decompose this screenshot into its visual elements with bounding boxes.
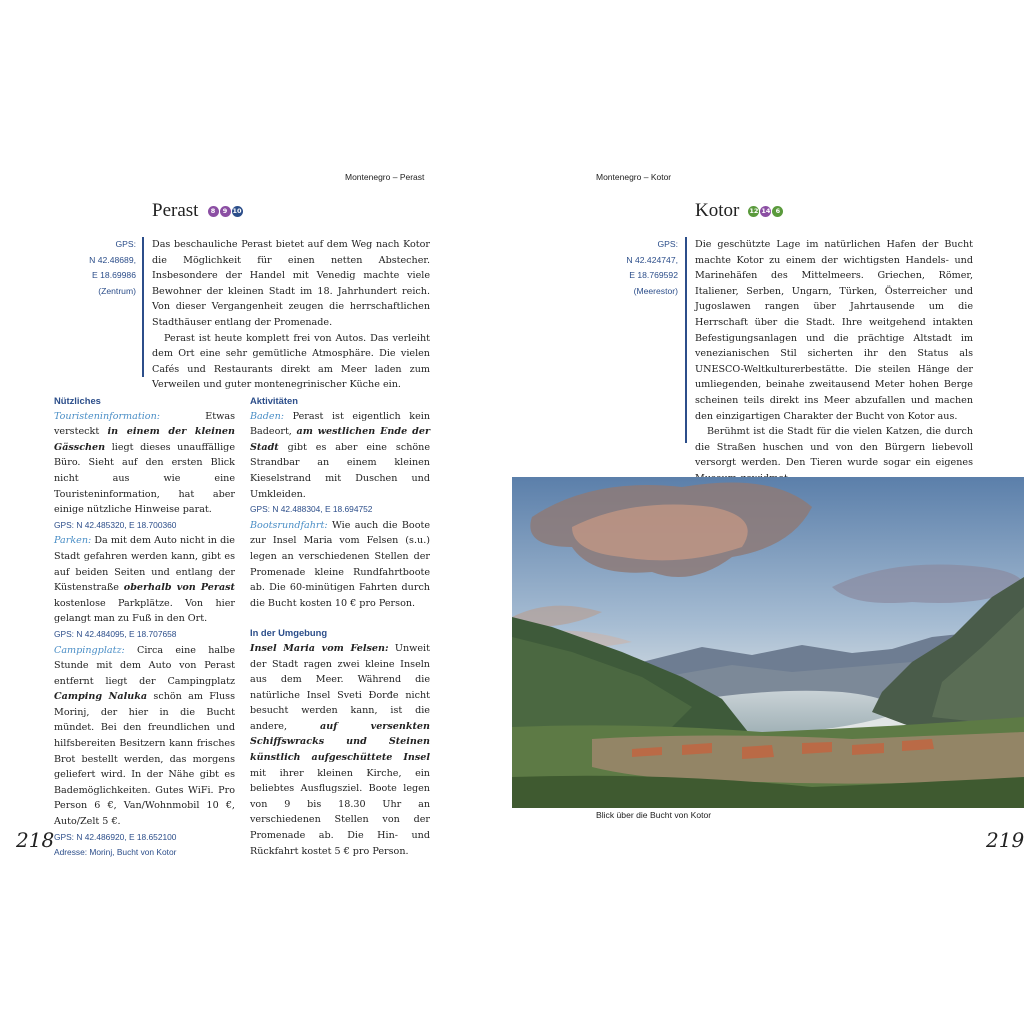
page-title: Perast	[152, 200, 199, 221]
intro-paragraph: Das beschauliche Perast bietet auf dem Weg nach Kotor die Möglichkeit für einen netten Abstecher. Insbesondere der Handel mit Venedig machte viele Bewohner der kleinen Stadt im 18. Jahrhundert reich. Von dieser Vergangenheit zeugen die herrschaftlichen Stadthäuser entlang der Promenade.	[152, 239, 430, 328]
badge-group	[208, 206, 243, 217]
intro-paragraph: Die geschützte Lage im natürlichen Hafen der Bucht machte Kotor zu einem der wichtigsten Handels- und Marinehäfen des Mittelmeers. Griechen, Römer, Italiener, Serben, Ungarn, Türken, Österreicher und Jugoslawen rangen über Jahrtausende um die Herrschaft über die Stadt. Ihre weitgehend intakten Befestigungsanlagen und die prächtige Altstadt im venezianischen Stil sicherten ihr den Status als UNESCO-Weltkulturerbestätte. Die steilen Hänge der umliegenden, beinahe zweitausend Meter hohen Berge scheinen teils direkt ins Meer abzufallen und machen den einzigartigen Charakter der Bucht von Kotor aus.	[695, 239, 973, 422]
intro-text-perast	[152, 237, 430, 393]
map-badge: 12	[749, 207, 759, 215]
entry-label: Campingplatz:	[54, 644, 125, 656]
entry-text: schön am Fluss Morinj, der hier in die Bucht mündet. Bei den freundlichen und hilfsbereiten Besitzern kann frisches Brot bestellt werden, das morgens geliefert wird. In der Nähe gibt es Bademöglichkeiten. Gutes WiFi. Pro Person 6 €, Van/Wohnmobil 10 €, Auto/Zelt 5 €.	[54, 691, 235, 828]
intro-paragraph: Perast ist heute komplett frei von Autos. Das verleiht dem Ort eine sehr gemütliche Atmosphäre. Die vielen Cafés und Restaurants direkt am Meer laden zum Verweilen und guter montenegrinischer Küche ein.	[152, 332, 430, 391]
section-heading: Aktivitäten	[250, 395, 298, 406]
gps-label: GPS:	[115, 239, 136, 249]
gps-divider	[142, 237, 144, 377]
running-head-left: Montenegro – Perast	[345, 172, 425, 182]
gps-line: GPS: N 42.488304, E 18.694752	[250, 504, 373, 515]
section-title-kotor	[695, 200, 783, 222]
entry-text: kostenlose Parkplätze. Von hier gelangt man zu Fuß in den Ort.	[54, 597, 235, 625]
intro-text-kotor	[695, 237, 973, 487]
gps-note: (Meerestor)	[633, 285, 678, 296]
page-number-left: 218	[16, 828, 55, 852]
entry-label: Parken:	[54, 535, 92, 547]
entry-text: Unweit der Stadt ragen zwei kleine Inseln aus dem Meer. Während die natürliche Insel Sveti Đorđe nicht besucht werden kann, ist die andere,	[250, 642, 430, 732]
entry-text: mit ihrer kleinen Kirche, ein beliebtes Ausflugsziel. Boote legen von 9 bis 18.30 Uhr an verschiedenen Stellen von der Promenade ab. Die Hin- und Rückfahrt kostet 5 € pro Person.	[250, 767, 430, 857]
gps-block-perast	[60, 237, 136, 299]
gps-lat: N 42.424747,	[626, 254, 678, 265]
section-heading: Nützliches	[54, 395, 101, 406]
map-badge: 14	[761, 207, 771, 215]
entry-emphasis: oberhalb von Perast	[123, 582, 235, 594]
intro-paragraph: Berühmt ist die Stadt für die vielen Katzen, die durch die Straßen huschen und von den Bürgern liebevoll versorgt werden. Den Tieren wurde sogar ein eigenes	[695, 426, 973, 469]
badge-group	[748, 206, 783, 217]
gps-lon: E 18.769592	[629, 270, 678, 281]
entry-text: Perast ist eigentlich kein Badeort,	[250, 410, 430, 438]
running-head-right: Montenegro – Kotor	[596, 172, 672, 182]
entry-insel-maria	[250, 641, 430, 859]
column-nuetzliches	[54, 393, 235, 861]
entry-bootsrundfahrt	[250, 518, 430, 612]
gps-block-kotor	[600, 237, 678, 299]
entry-emphasis: am westlichen Ende der Stadt	[250, 426, 431, 453]
gps-lon: E 18.69986	[92, 270, 136, 281]
map-badge: 10	[232, 207, 242, 215]
entry-text: Circa eine halbe Stunde mit dem Auto von Perast entfernt liegt der Campingplatz	[54, 644, 235, 687]
entry-text: liegt dieses unauffällige Büro. Sieht auf den ersten Blick nicht aus wie eine Touristeninformation, hat aber einige nützliche Hinweise parat.	[54, 441, 235, 516]
landscape-illustration	[512, 477, 1024, 808]
photo-bay-of-kotor	[512, 477, 1024, 808]
entry-label: Touristeninformation:	[54, 410, 160, 422]
entry-parken	[54, 533, 235, 627]
page-number-right: 219	[986, 828, 1024, 852]
gps-line: GPS: N 42.484095, E 18.707658	[54, 628, 177, 639]
entry-emphasis: Camping Naluka	[54, 691, 148, 703]
gps-divider	[685, 237, 687, 443]
entry-touristeninformation	[54, 409, 235, 518]
section-heading: In der Umgebung	[250, 627, 328, 639]
entry-emphasis: Insel Maria vom Felsen:	[250, 642, 389, 654]
photo-caption: Blick über die Bucht von Kotor	[596, 810, 712, 820]
entry-text: gibt es aber eine schöne Strandbar an einem kleinen Kieselstrand mit Duschen und Umkleiden.	[250, 441, 430, 500]
gps-lat: N 42.48689,	[89, 254, 136, 265]
gps-line: GPS: N 42.485320, E 18.700360	[54, 519, 177, 530]
entry-emphasis: auf versenkten Schiffswracks und Steinen künstlich aufgeschüttete Insel	[250, 720, 430, 764]
gps-label: GPS:	[657, 239, 678, 249]
gps-note: (Zentrum)	[98, 285, 136, 296]
entry-text: Etwas versteckt	[54, 410, 235, 438]
page-title: Kotor	[695, 200, 740, 221]
map-badge: 8	[208, 206, 219, 217]
map-badge: 9	[220, 206, 231, 217]
map-badge: 6	[772, 206, 783, 217]
entry-label: Baden:	[250, 410, 284, 422]
entry-label: Bootsrundfahrt:	[250, 519, 328, 531]
entry-campingplatz	[54, 643, 235, 830]
address-line: Adresse: Morinj, Bucht von Kotor	[54, 847, 177, 858]
gps-line: GPS: N 42.486920, E 18.652100	[54, 831, 177, 842]
entry-emphasis: in einem der kleinen Gässchen	[54, 426, 235, 453]
column-aktivitaeten	[250, 393, 430, 859]
entry-baden	[250, 409, 430, 503]
entry-text: Wie auch die Boote zur Insel Maria vom Felsen (s.u.) legen an verschiedenen Stellen der Promenade kleine Rundfahrtboote ab. Die 60-minütigen Fahrten durch die Bucht kosten 10 € pro Person.	[250, 519, 430, 609]
section-title-perast	[152, 200, 243, 222]
entry-text: Da mit dem Auto nicht in die Stadt gefahren werden kann, gibt es auf beiden Seiten und entlang der Küstenstraße	[54, 535, 235, 594]
